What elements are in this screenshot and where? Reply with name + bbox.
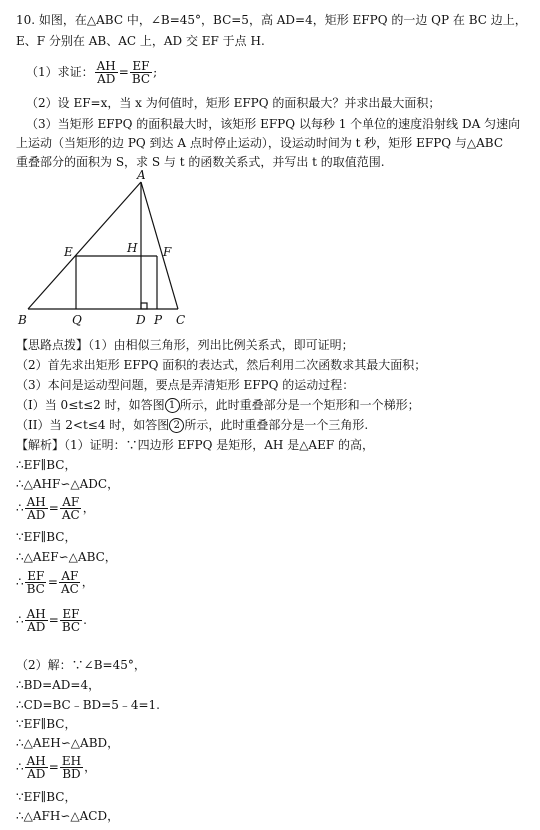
solution-line-9: （2）解：∵∠B=45°， — [16, 658, 146, 672]
segment-ab — [28, 182, 141, 309]
analysis-line-3: （3）本问是运动型问题，要点是弄清矩形 EFPQ 的运动过程： — [16, 378, 355, 392]
fraction: $\frac{AH}{AD}$ — [96, 59, 116, 86]
solution-line-10: ∴BD=AD=4， — [16, 678, 101, 692]
problem-line-2: E、F 分别在 AB、AC 上，AD 交 EF 于点 H. — [16, 34, 265, 48]
segment-ac — [141, 182, 178, 309]
label-d: D — [136, 313, 146, 327]
fraction: $\frac{EH}{BD}$ — [61, 754, 82, 781]
analysis-line-4: （I）当 0≤t≤2 时，如答图 1 所示，此时重叠部分是一个矩形和一个梯形； — [16, 398, 420, 412]
question-1: （1）求证： $\frac{AH}{AD}$ = $\frac{EF}{BC}$ ; — [26, 59, 158, 86]
solution-line-5: ∵EF∥BC， — [16, 530, 77, 544]
solution-line-16: ∴△AFH∽△ACD， — [16, 809, 120, 823]
label-f: F — [163, 245, 172, 259]
label-h: H — [127, 241, 138, 255]
label-a: A — [137, 170, 146, 182]
label-q: Q — [72, 313, 82, 327]
analysis-line-2: （2）首先求出矩形 EFPQ 面积的表达式，然后利用二次函数求其最大面积； — [16, 358, 427, 372]
label-c: C — [176, 313, 186, 327]
geometry-figure — [0, 170, 200, 330]
label-p: P — [154, 313, 163, 327]
solution-line-13: ∴△AEH∽△ABD， — [16, 736, 120, 750]
fraction: $\frac{EF}{BC}$ — [26, 569, 45, 596]
solution-line-15: ∵EF∥BC， — [16, 790, 77, 804]
solution-line-11: ∴CD=BC﹣BD=5﹣4=1. — [16, 698, 160, 712]
solution-line-3: ∴△AHF∽△ADC， — [16, 477, 120, 491]
fraction: $\frac{AH}{AD}$ — [26, 607, 46, 634]
problem-line-1: 10. 如图，在△ABC 中，∠B=45°，BC=5，高 AD=4，矩形 EFPQ 的一边 QP 在 BC 边上， — [16, 13, 527, 27]
solution-line-6: ∴△AEF∽△ABC， — [16, 550, 117, 564]
circled-number: 2 — [169, 418, 184, 433]
fraction: $\frac{AF}{AC}$ — [61, 495, 80, 522]
fraction: $\frac{AH}{AD}$ — [26, 754, 46, 781]
question-2: （2）设 EF=x，当 x 为何值时，矩形 EFPQ 的面积最大？并求出最大面积； — [26, 96, 441, 110]
fraction: $\frac{AF}{AC}$ — [60, 569, 79, 596]
solution-line-4: ∴ $\frac{AH}{AD}$ = $\frac{AF}{AC}$ ， — [16, 495, 95, 522]
solution-line-1: 【解析】（1）证明：∵四边形 EFPQ 是矩形，AH 是△AEF 的高， — [16, 438, 375, 452]
solution-line-2: ∴EF∥BC， — [16, 458, 77, 472]
fraction: $\frac{EF}{BC}$ — [61, 607, 81, 634]
right-angle-mark — [141, 303, 147, 309]
analysis-line-1: 【思路点拨】（1）由相似三角形，列出比例关系式，即可证明； — [16, 338, 354, 352]
label-e: E — [64, 245, 73, 259]
fraction: $\frac{AH}{AD}$ — [26, 495, 46, 522]
circled-number: 1 — [165, 398, 180, 413]
solution-line-12: ∵EF∥BC， — [16, 717, 77, 731]
solution-line-7: ∴ $\frac{EF}{BC}$ = $\frac{AF}{AC}$ ， — [16, 569, 94, 596]
question-3-line-3: 重叠部分的面积为 S，求 S 与 t 的函数关系式，并写出 t 的取值范围. — [16, 155, 385, 169]
label-b: B — [18, 313, 27, 327]
question-3-line-1: （3）当矩形 EFPQ 的面积最大时，该矩形 EFPQ 以每秒 1 个单位的速度沿射线 DA 匀速向 — [26, 117, 521, 131]
solution-line-8: ∴ $\frac{AH}{AD}$ = $\frac{EF}{BC}$ . — [16, 607, 87, 634]
analysis-line-5: （II）当 2<t≤4 时，如答图 2 所示，此时重叠部分是一个三角形. — [16, 418, 369, 432]
question-3-line-2: 上运动（当矩形的边 PQ 到达 A 点时停止运动），设运动时间为 t 秒，矩形 EFPQ 与△ABC — [16, 136, 504, 150]
fraction: $\frac{EF}{BC}$ — [131, 59, 151, 86]
solution-line-14: ∴ $\frac{AH}{AD}$ = $\frac{EH}{BD}$ ， — [16, 754, 97, 781]
